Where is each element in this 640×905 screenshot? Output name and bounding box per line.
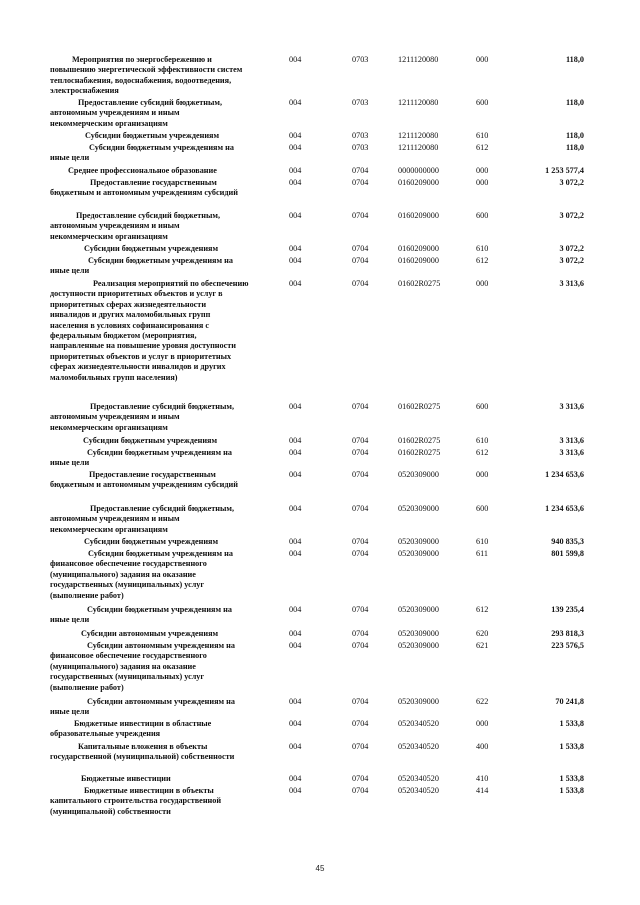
row-name-line: государственной (муниципальной) собственности	[50, 752, 235, 762]
row-expense-code: 612	[476, 448, 489, 457]
row-name-line: Среднее профессиональное образование	[68, 166, 217, 175]
row-name	[50, 697, 270, 718]
row-name-line: повышению энергетической эффективности систем	[50, 65, 243, 75]
row-name	[50, 470, 270, 491]
row-ministry-code: 004	[289, 402, 302, 411]
row-name-line: Бюджетные инвестиции	[81, 774, 171, 783]
row-name-line: сферах жизнедеятельности инвалидов и других	[50, 362, 226, 372]
row-name	[50, 131, 270, 141]
row-section-code: 0704	[352, 719, 369, 728]
row-target-code: 1211120080	[398, 55, 439, 64]
row-target-code: 0520309000	[398, 504, 439, 513]
row-ministry-code: 004	[289, 605, 302, 614]
row-amount: 139 235,4	[551, 605, 584, 614]
row-expense-code: 000	[476, 279, 489, 288]
row-target-code: 0520340520	[398, 786, 439, 795]
row-section-code: 0704	[352, 178, 369, 187]
row-section-code: 0704	[352, 166, 369, 175]
row-name	[50, 98, 270, 129]
row-ministry-code: 004	[289, 436, 302, 445]
row-name	[50, 786, 270, 817]
row-target-code: 0520340520	[398, 719, 439, 728]
row-target-code: 0160209000	[398, 178, 439, 187]
row-name	[50, 279, 270, 383]
row-ministry-code: 004	[289, 504, 302, 513]
row-expense-code: 622	[476, 697, 489, 706]
row-name-line: Субсидии бюджетным учреждениям на	[87, 448, 232, 457]
row-name-line: некоммерческим организациям	[50, 118, 168, 128]
row-section-code: 0704	[352, 256, 369, 265]
row-name-line: направленные на повышение уровня доступности	[50, 341, 236, 351]
row-name	[50, 244, 270, 254]
row-ministry-code: 004	[289, 256, 302, 265]
row-amount: 293 818,3	[551, 629, 584, 638]
row-name-line: доступности приоритетных объектов и услуг в	[50, 289, 223, 299]
row-section-code: 0704	[352, 641, 369, 650]
page-number: 45	[315, 864, 325, 873]
row-name-line: Предоставление субсидий бюджетным,	[76, 211, 221, 220]
row-name-line: Бюджетные инвестиции в областные	[74, 719, 212, 728]
row-name-line: иные цели	[50, 266, 90, 276]
row-name-line: финансовое обеспечение государственного	[50, 651, 207, 661]
row-name-line: автономным учреждениям и иным	[50, 221, 180, 231]
row-target-code: 01602R0275	[398, 448, 441, 457]
row-name-line: Субсидии автономным учреждениям на	[87, 641, 235, 650]
row-section-code: 0704	[352, 774, 369, 783]
row-expense-code: 612	[476, 256, 489, 265]
row-name-line: Реализация мероприятий по обеспечению	[93, 279, 249, 288]
row-ministry-code: 004	[289, 629, 302, 638]
row-amount: 3 313,6	[559, 279, 584, 288]
row-amount: 3 072,2	[559, 256, 584, 265]
row-section-code: 0704	[352, 786, 369, 795]
row-name-line: (выполнение работ)	[50, 682, 124, 692]
row-target-code: 0520309000	[398, 470, 439, 479]
row-name-line: (муниципального) задания на оказание	[50, 661, 196, 671]
row-name-line: (выполнение работ)	[50, 590, 124, 600]
row-name	[50, 504, 270, 535]
row-name	[50, 143, 270, 164]
row-ministry-code: 004	[289, 55, 302, 64]
row-expense-code: 600	[476, 98, 489, 107]
row-name-line: некоммерческим организациям	[50, 422, 168, 432]
row-amount: 3 313,6	[559, 402, 584, 411]
row-expense-code: 000	[476, 719, 489, 728]
row-name-line: Капитальные вложения в объекты	[78, 742, 208, 751]
row-name-line: Предоставление государственным	[90, 178, 217, 187]
row-section-code: 0703	[352, 143, 369, 152]
row-amount: 940 835,3	[551, 537, 584, 546]
row-ministry-code: 004	[289, 448, 302, 457]
row-name-line: Субсидии бюджетным учреждениям на	[88, 549, 233, 558]
row-amount: 118,0	[566, 143, 584, 152]
row-name-line: населения в условиях софинансирования с	[50, 320, 209, 330]
row-ministry-code: 004	[289, 244, 302, 253]
row-target-code: 01602R0275	[398, 402, 441, 411]
row-expense-code: 600	[476, 211, 489, 220]
row-name-line: бюджетным и автономным учреждениям субсидий	[50, 480, 238, 490]
row-section-code: 0704	[352, 504, 369, 513]
row-name-line: Бюджетные инвестиции в объекты	[84, 786, 214, 795]
row-ministry-code: 004	[289, 774, 302, 783]
row-target-code: 0160209000	[398, 211, 439, 220]
row-name-line: автономным учреждениям и иным	[50, 108, 180, 118]
row-name-line: капитального строительства государственной	[50, 796, 222, 806]
row-expense-code: 410	[476, 774, 489, 783]
row-name	[50, 537, 270, 547]
row-name-line: автономным учреждениям и иным	[50, 514, 180, 524]
row-name	[50, 549, 270, 601]
row-section-code: 0704	[352, 436, 369, 445]
row-name	[50, 742, 270, 763]
row-expense-code: 000	[476, 55, 489, 64]
row-name-line: Субсидии автономным учреждениям на	[87, 697, 235, 706]
row-section-code: 0704	[352, 742, 369, 751]
row-name-line: Субсидии бюджетным учреждениям на	[89, 143, 234, 152]
row-ministry-code: 004	[289, 178, 302, 187]
row-amount: 118,0	[566, 55, 584, 64]
row-ministry-code: 004	[289, 549, 302, 558]
row-target-code: 0520309000	[398, 641, 439, 650]
row-section-code: 0704	[352, 402, 369, 411]
row-name-line: Субсидии бюджетным учреждениям на	[88, 256, 233, 265]
row-target-code: 0520309000	[398, 697, 439, 706]
row-target-code: 1211120080	[398, 143, 439, 152]
row-name-line: некоммерческим организациям	[50, 231, 168, 241]
row-target-code: 0000000000	[398, 166, 439, 175]
row-amount: 1 533,8	[559, 774, 584, 783]
row-target-code: 0520340520	[398, 774, 439, 783]
row-ministry-code: 004	[289, 131, 302, 140]
row-ministry-code: 004	[289, 786, 302, 795]
row-name-line: (муниципальной) собственности	[50, 806, 171, 816]
row-name-line: приоритетных объектов и услуг в приоритетных	[50, 351, 232, 361]
row-expense-code: 400	[476, 742, 489, 751]
row-expense-code: 600	[476, 402, 489, 411]
row-amount: 70 241,8	[555, 697, 584, 706]
row-section-code: 0704	[352, 211, 369, 220]
row-name	[50, 55, 270, 97]
row-amount: 801 599,8	[551, 549, 584, 558]
row-amount: 1 533,8	[559, 719, 584, 728]
row-target-code: 0520309000	[398, 629, 439, 638]
row-expense-code: 612	[476, 605, 489, 614]
row-name-line: Субсидии бюджетным учреждениям	[84, 537, 219, 546]
row-name	[50, 256, 270, 277]
row-name-line: Субсидии бюджетным учреждениям	[85, 131, 220, 140]
row-name	[50, 166, 270, 176]
row-name	[50, 211, 270, 242]
row-target-code: 0160209000	[398, 244, 439, 253]
row-ministry-code: 004	[289, 211, 302, 220]
row-amount: 118,0	[566, 98, 584, 107]
row-expense-code: 610	[476, 244, 489, 253]
row-target-code: 01602R0275	[398, 279, 441, 288]
row-ministry-code: 004	[289, 641, 302, 650]
row-target-code: 1211120080	[398, 98, 439, 107]
row-section-code: 0703	[352, 98, 369, 107]
row-ministry-code: 004	[289, 166, 302, 175]
row-name-line: Предоставление субсидий бюджетным,	[90, 504, 235, 513]
row-name-line: приоритетных сферах жизнедеятельности	[50, 299, 207, 309]
row-amount: 3 072,2	[559, 211, 584, 220]
row-target-code: 0520309000	[398, 549, 439, 558]
row-name	[50, 641, 270, 693]
row-section-code: 0704	[352, 697, 369, 706]
row-amount: 3 313,6	[559, 436, 584, 445]
row-name-line: бюджетным и автономным учреждениям субсидий	[50, 188, 238, 198]
row-name-line: иные цели	[50, 615, 90, 625]
row-name-line: Предоставление государственным	[89, 470, 216, 479]
row-name-line: Предоставление субсидий бюджетным,	[78, 98, 223, 107]
row-amount: 1 533,8	[559, 742, 584, 751]
row-name-line: инвалидов и других маломобильных групп	[50, 310, 211, 320]
row-ministry-code: 004	[289, 697, 302, 706]
row-name-line: Субсидии бюджетным учреждениям	[83, 436, 218, 445]
row-expense-code: 621	[476, 641, 489, 650]
row-name-line: образовательные учреждения	[50, 729, 161, 739]
row-name-line: иные цели	[50, 458, 90, 468]
row-section-code: 0704	[352, 279, 369, 288]
row-name	[50, 719, 270, 740]
row-name	[50, 178, 270, 199]
row-name	[50, 774, 270, 784]
row-amount: 1 253 577,4	[545, 166, 584, 175]
row-target-code: 0160209000	[398, 256, 439, 265]
row-expense-code: 620	[476, 629, 489, 638]
row-amount: 1 234 653,6	[545, 470, 584, 479]
row-expense-code: 000	[476, 166, 489, 175]
row-name-line: Предоставление субсидий бюджетным,	[90, 402, 235, 411]
row-name-line: федеральным бюджетом (мероприятия,	[50, 331, 197, 341]
row-expense-code: 414	[476, 786, 489, 795]
row-ministry-code: 004	[289, 98, 302, 107]
row-name-line: иные цели	[50, 707, 90, 717]
row-ministry-code: 004	[289, 470, 302, 479]
row-expense-code: 610	[476, 436, 489, 445]
row-section-code: 0704	[352, 537, 369, 546]
row-name	[50, 629, 270, 639]
row-name-line: Субсидии автономным учреждениям	[81, 629, 219, 638]
row-expense-code: 612	[476, 143, 489, 152]
row-name	[50, 402, 270, 433]
row-name-line: электроснабжения	[50, 86, 119, 96]
row-expense-code: 611	[476, 549, 488, 558]
row-expense-code: 000	[476, 470, 489, 479]
row-name	[50, 436, 270, 446]
row-name-line: (муниципального) задания на оказание	[50, 569, 196, 579]
row-ministry-code: 004	[289, 537, 302, 546]
row-target-code: 0520340520	[398, 742, 439, 751]
row-amount: 118,0	[566, 131, 584, 140]
row-amount: 3 072,2	[559, 178, 584, 187]
row-name-line: финансовое обеспечение государственного	[50, 559, 207, 569]
row-name-line: государственных (муниципальных) услуг	[50, 580, 205, 590]
row-target-code: 1211120080	[398, 131, 439, 140]
row-expense-code: 610	[476, 131, 489, 140]
row-name-line: Субсидии бюджетным учреждениям на	[87, 605, 232, 614]
row-name	[50, 605, 270, 626]
row-amount: 3 313,6	[559, 448, 584, 457]
row-section-code: 0703	[352, 55, 369, 64]
row-section-code: 0704	[352, 549, 369, 558]
row-target-code: 01602R0275	[398, 436, 441, 445]
row-amount: 3 072,2	[559, 244, 584, 253]
row-expense-code: 610	[476, 537, 489, 546]
row-section-code: 0704	[352, 470, 369, 479]
row-section-code: 0704	[352, 629, 369, 638]
row-ministry-code: 004	[289, 279, 302, 288]
row-amount: 1 533,8	[559, 786, 584, 795]
row-expense-code: 600	[476, 504, 489, 513]
row-target-code: 0520309000	[398, 605, 439, 614]
row-name-line: иные цели	[50, 153, 90, 163]
row-name-line: некоммерческим организациям	[50, 524, 168, 534]
row-name-line: маломобильных групп населения)	[50, 372, 178, 382]
row-section-code: 0704	[352, 448, 369, 457]
row-name-line: Субсидии бюджетным учреждениям	[84, 244, 219, 253]
row-name-line: Мероприятия по энергосбережению и	[72, 55, 212, 64]
row-amount: 223 576,5	[551, 641, 584, 650]
row-name-line: автономным учреждениям и иным	[50, 412, 180, 422]
row-ministry-code: 004	[289, 719, 302, 728]
row-name-line: теплоснабжения, водоснабжения, водоотведения,	[50, 75, 232, 85]
row-target-code: 0520309000	[398, 537, 439, 546]
row-amount: 1 234 653,6	[545, 504, 584, 513]
row-name-line: государственных (муниципальных) услуг	[50, 672, 205, 682]
row-name	[50, 448, 270, 469]
row-section-code: 0703	[352, 131, 369, 140]
row-expense-code: 000	[476, 178, 489, 187]
row-section-code: 0704	[352, 605, 369, 614]
row-section-code: 0704	[352, 244, 369, 253]
row-ministry-code: 004	[289, 742, 302, 751]
row-ministry-code: 004	[289, 143, 302, 152]
